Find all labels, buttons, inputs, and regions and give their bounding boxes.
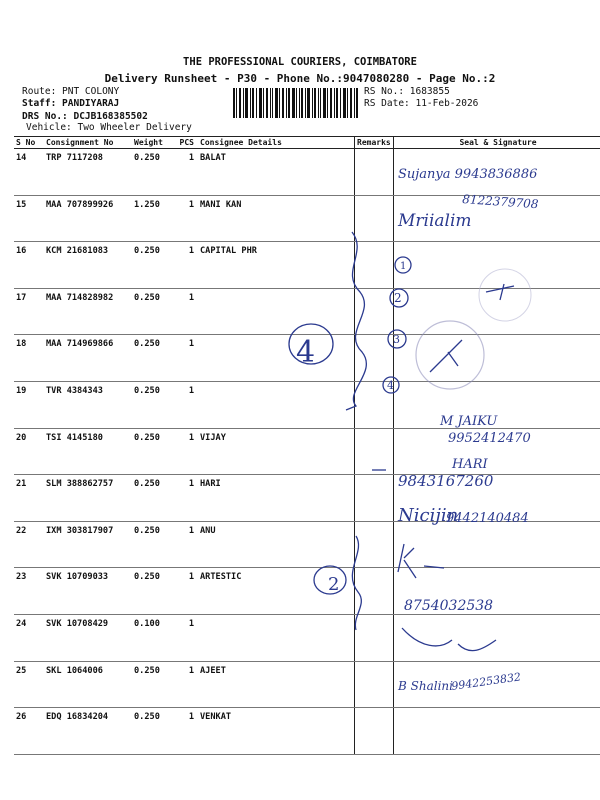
cell-consignee: BALAT <box>198 149 355 196</box>
cell-pcs: 1 <box>170 335 198 382</box>
table-row <box>14 288 600 335</box>
cell-consignment: MAA 707899926 <box>44 195 132 242</box>
cell-pcs: 1 <box>170 149 198 196</box>
cell-consignee: ANU <box>198 521 355 568</box>
cell-weight: 0.250 <box>132 568 170 615</box>
cell-remarks <box>355 614 394 661</box>
cell-pcs: 1 <box>170 614 198 661</box>
cell-remarks <box>355 428 394 475</box>
rs-number: RS No.: 1683855 <box>364 86 450 97</box>
table-row <box>14 521 600 568</box>
cell-signature <box>394 149 600 196</box>
col-pcs: PCS <box>170 137 198 149</box>
cell-consignee: HARI <box>198 475 355 522</box>
cell-pcs: 1 <box>170 475 198 522</box>
cell-signature <box>394 661 600 708</box>
cell-consignment: TRP 7117208 <box>44 149 132 196</box>
col-consignment: Consignment No <box>44 137 132 149</box>
document-title: THE PROFESSIONAL COURIERS, COIMBATORE <box>183 56 417 68</box>
cell-pcs: 1 <box>170 288 198 335</box>
table-row <box>14 381 600 428</box>
signature-row-26-phone: 9942253832 <box>450 670 522 693</box>
remark-number-2: 2 <box>328 574 340 595</box>
table-row <box>14 149 600 196</box>
cell-consignee: VENKAT <box>198 708 355 755</box>
cell-pcs: 1 <box>170 661 198 708</box>
table-row <box>14 614 600 661</box>
cell-consignee: CAPITAL PHR <box>198 242 355 289</box>
signature-row-24-phone: 8754032538 <box>404 598 494 614</box>
cell-consignee <box>198 288 355 335</box>
cell-consignment: SLM 388862757 <box>44 475 132 522</box>
cell-weight: 1.250 <box>132 195 170 242</box>
cell-remarks <box>355 335 394 382</box>
signature-row-22-phone: 9442140484 <box>446 511 529 526</box>
cell-sno: 14 <box>14 149 44 196</box>
cell-remarks <box>355 568 394 615</box>
table-row <box>14 475 600 522</box>
mark-3: 3 <box>393 333 400 346</box>
cell-signature <box>394 335 600 382</box>
barcode <box>233 88 358 118</box>
cell-remarks <box>355 195 394 242</box>
table-row <box>14 242 600 289</box>
col-signature: Seal & Signature <box>394 137 600 149</box>
cell-signature <box>394 614 600 661</box>
cell-sno: 25 <box>14 661 44 708</box>
cell-weight: 0.250 <box>132 428 170 475</box>
vehicle-label: Vehicle: Two Wheeler Delivery <box>26 122 192 133</box>
cell-weight: 0.250 <box>132 149 170 196</box>
cell-consignee: AJEET <box>198 661 355 708</box>
cell-sno: 20 <box>14 428 44 475</box>
cell-sno: 15 <box>14 195 44 242</box>
cell-consignee <box>198 614 355 661</box>
cell-signature <box>394 428 600 475</box>
cell-consignee: VIJAY <box>198 428 355 475</box>
cell-remarks <box>355 149 394 196</box>
cell-consignment: SVK 10708429 <box>44 614 132 661</box>
signature-row-21-phone: 9843167260 <box>398 472 494 490</box>
drs-label: DRS No.: DCJB168385502 <box>22 111 148 122</box>
cell-weight: 0.250 <box>132 288 170 335</box>
cell-consignment: IXM 303817907 <box>44 521 132 568</box>
mark-1: 1 <box>400 261 407 272</box>
table-body <box>14 149 600 755</box>
cell-weight: 0.250 <box>132 242 170 289</box>
cell-signature <box>394 195 600 242</box>
cell-signature <box>394 475 600 522</box>
cell-weight: 0.100 <box>132 614 170 661</box>
cell-pcs: 1 <box>170 708 198 755</box>
signature-row-14: Sujanya 9943836886 <box>398 167 538 182</box>
col-consignee: Consignee Details <box>198 137 355 149</box>
table-row <box>14 661 600 708</box>
col-remarks: Remarks <box>355 137 394 149</box>
cell-consignee: MANI KAN <box>198 195 355 242</box>
cell-weight: 0.250 <box>132 661 170 708</box>
cell-remarks <box>355 708 394 755</box>
cell-pcs: 1 <box>170 381 198 428</box>
signature-row-20-name: M JAIKU <box>440 414 498 429</box>
cell-weight: 0.250 <box>132 475 170 522</box>
cell-signature <box>394 708 600 755</box>
cell-remarks <box>355 521 394 568</box>
signature-row-20-phone: 9952412470 <box>448 431 531 446</box>
table-row <box>14 568 600 615</box>
table-row <box>14 335 600 382</box>
rs-date: RS Date: 11-Feb-2026 <box>364 98 479 109</box>
cell-pcs: 1 <box>170 568 198 615</box>
cell-sno: 24 <box>14 614 44 661</box>
cell-consignment: KCM 21681083 <box>44 242 132 289</box>
cell-consignment: TVR 4384343 <box>44 381 132 428</box>
signature-row-15-phone: 8122379708 <box>461 192 539 212</box>
cell-sno: 22 <box>14 521 44 568</box>
staff-label: Staff: PANDIYARAJ <box>22 98 120 109</box>
mark-4: 4 <box>387 379 394 392</box>
cell-weight: 0.250 <box>132 381 170 428</box>
cell-remarks <box>355 475 394 522</box>
cell-consignment: MAA 714828982 <box>44 288 132 335</box>
signature-row-22-name: Nicijin <box>398 505 459 526</box>
col-weight: Weight <box>132 137 170 149</box>
cell-sno: 19 <box>14 381 44 428</box>
col-sno: S No <box>14 137 44 149</box>
cell-signature <box>394 568 600 615</box>
cell-weight: 0.250 <box>132 708 170 755</box>
signature-row-21-name: HARI <box>452 457 488 472</box>
cell-sno: 21 <box>14 475 44 522</box>
cell-consignment: SKL 1064006 <box>44 661 132 708</box>
table-row <box>14 195 600 242</box>
cell-pcs: 1 <box>170 521 198 568</box>
cell-sno: 26 <box>14 708 44 755</box>
mark-2: 2 <box>394 291 402 305</box>
table-header-row <box>14 137 600 149</box>
cell-remarks <box>355 288 394 335</box>
cell-consignee: ARTESTIC <box>198 568 355 615</box>
cell-sno: 23 <box>14 568 44 615</box>
cell-signature <box>394 288 600 335</box>
cell-signature <box>394 242 600 289</box>
cell-signature <box>394 521 600 568</box>
table-row <box>14 708 600 755</box>
cell-remarks <box>355 381 394 428</box>
cell-consignment: SVK 10709033 <box>44 568 132 615</box>
cell-signature <box>394 381 600 428</box>
cell-consignee <box>198 335 355 382</box>
cell-remarks <box>355 242 394 289</box>
cell-pcs: 1 <box>170 428 198 475</box>
runsheet-table <box>14 136 600 755</box>
document-subtitle: Delivery Runsheet - P30 - Phone No.:9047080280 - Page No.:2 <box>104 72 496 85</box>
signature-row-15-name: Mriialim <box>398 211 472 231</box>
cell-remarks <box>355 661 394 708</box>
cell-weight: 0.250 <box>132 335 170 382</box>
cell-pcs: 1 <box>170 242 198 289</box>
cell-sno: 18 <box>14 335 44 382</box>
cell-consignee <box>198 381 355 428</box>
cell-sno: 16 <box>14 242 44 289</box>
table-row <box>14 428 600 475</box>
route-label: Route: PNT COLONY <box>22 86 120 97</box>
cell-consignment: TSI 4145180 <box>44 428 132 475</box>
cell-weight: 0.250 <box>132 521 170 568</box>
cell-pcs: 1 <box>170 195 198 242</box>
cell-consignment: EDQ 16834204 <box>44 708 132 755</box>
signature-row-26-name: B Shalini <box>398 679 453 693</box>
cell-consignment: MAA 714969866 <box>44 335 132 382</box>
remark-number-4: 4 <box>296 335 316 370</box>
cell-sno: 17 <box>14 288 44 335</box>
